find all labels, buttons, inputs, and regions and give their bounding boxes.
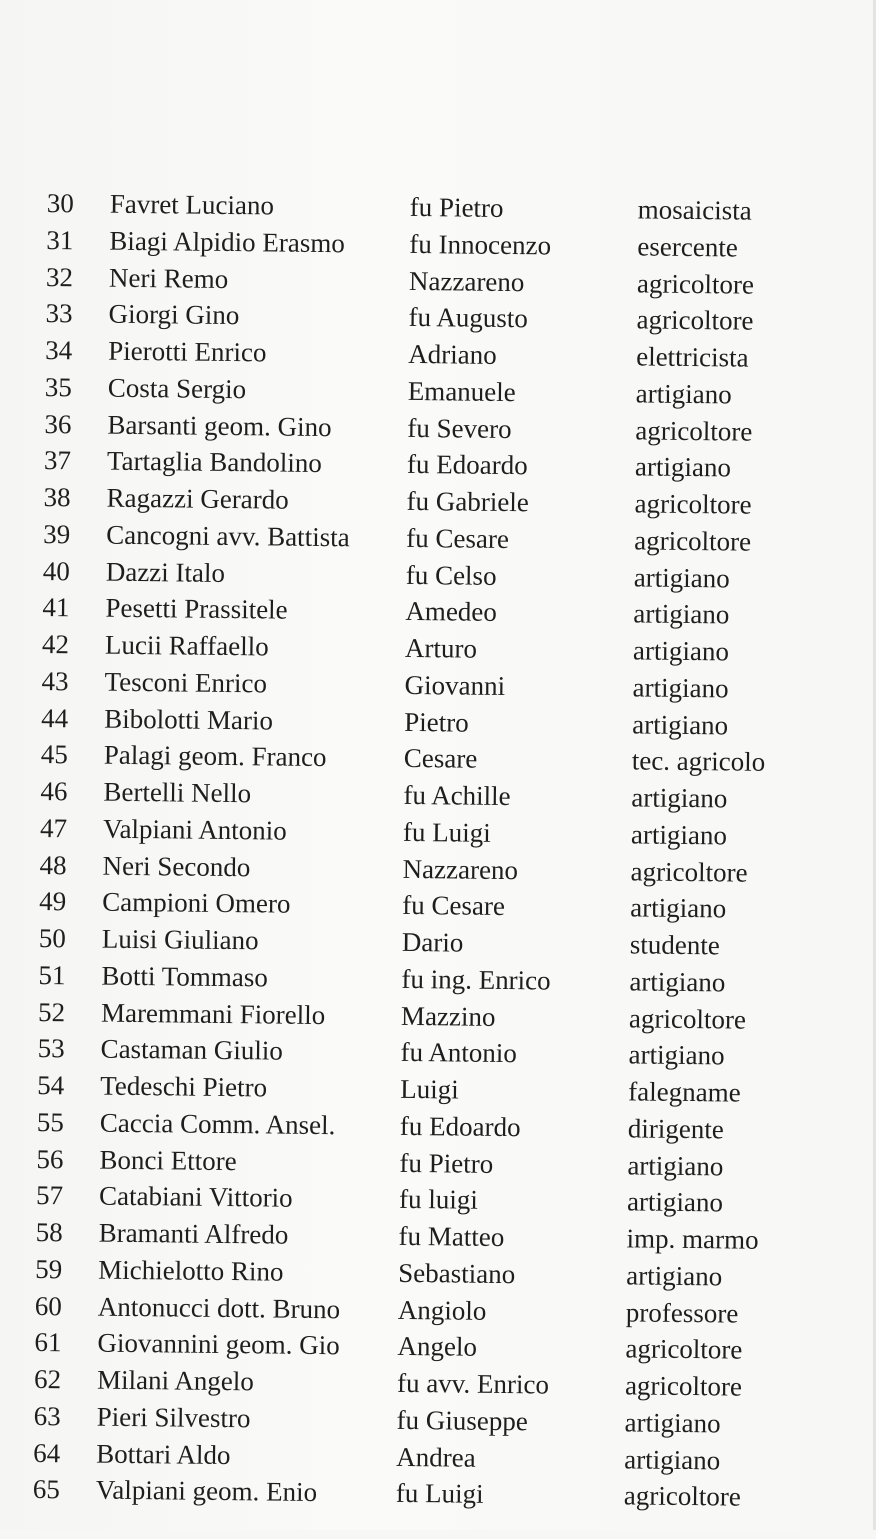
member-name: Valpiani geom. Enio (95, 1474, 318, 1508)
occupation: imp. marmo (626, 1223, 759, 1255)
father-name: Andrea (396, 1441, 476, 1473)
father-name: Nazzareno (408, 265, 525, 297)
row-number: 43 (41, 665, 69, 697)
occupation: agricoltore (625, 1333, 743, 1365)
member-name: Campioni Omero (102, 886, 291, 919)
row-number: 45 (40, 739, 69, 770)
row-number: 55 (36, 1106, 65, 1137)
member-name: Tesconi Enrico (104, 666, 268, 699)
father-name: Pietro (404, 706, 469, 738)
occupation: artigiano (633, 598, 730, 630)
occupation: professore (625, 1296, 739, 1329)
father-name: Amedeo (405, 596, 498, 628)
row-number: 46 (40, 775, 68, 807)
row-number: 62 (33, 1363, 62, 1395)
occupation: agricoltore (634, 488, 752, 520)
occupation: agricoltore (630, 855, 748, 888)
father-name: fu Edoardo (399, 1110, 521, 1142)
member-name: Barsanti geom. Gino (107, 409, 332, 442)
father-name: Arturo (404, 632, 478, 664)
member-name: Botti Tommaso (101, 960, 268, 993)
father-name: fu Edoardo (406, 449, 528, 481)
member-name: Caccia Comm. Ansel. (99, 1107, 336, 1140)
occupation: artigiano (632, 635, 730, 667)
father-name: fu Luigi (395, 1478, 484, 1510)
row-number: 58 (35, 1216, 63, 1248)
occupation: studente (629, 929, 720, 961)
member-name: Giovannini geom. Gio (97, 1327, 340, 1361)
occupation: artigiano (630, 819, 728, 851)
row-number: 51 (38, 959, 66, 990)
father-name: fu Innocenzo (409, 228, 552, 261)
occupation: artigiano (632, 672, 729, 704)
member-name: Bottari Aldo (96, 1438, 231, 1470)
member-name: Bramanti Alfredo (98, 1217, 289, 1250)
row-number: 38 (43, 481, 71, 513)
occupation: artigiano (626, 1260, 723, 1292)
member-name: Michielotto Rino (98, 1254, 284, 1287)
member-name: Valpiani Antonio (102, 813, 287, 846)
row-number: 56 (36, 1143, 64, 1174)
father-name: fu Pietro (409, 191, 504, 223)
occupation: artigiano (627, 1149, 724, 1181)
member-name: Biagi Alpidio Erasmo (109, 225, 346, 258)
occupation: mosaicista (637, 194, 752, 226)
member-name: Milani Angelo (96, 1364, 254, 1397)
occupation: esercente (637, 231, 738, 263)
occupation: artigiano (633, 561, 730, 593)
row-number: 59 (35, 1253, 63, 1284)
row-number: 44 (41, 702, 69, 733)
row-number: 39 (43, 518, 71, 550)
row-number: 65 (32, 1474, 61, 1505)
occupation: agricoltore (635, 414, 753, 447)
occupation: agricoltore (623, 1480, 741, 1512)
row-number: 61 (34, 1327, 62, 1358)
row-number: 54 (37, 1069, 65, 1101)
row-number: 34 (45, 334, 73, 366)
occupation: tec. agricolo (631, 745, 766, 778)
member-name: Tedeschi Pietro (100, 1070, 268, 1103)
member-name: Antonucci dott. Bruno (97, 1291, 341, 1324)
member-name: Dazzi Italo (105, 556, 226, 588)
row-number: 53 (37, 1033, 65, 1064)
occupation: artigiano (624, 1443, 721, 1475)
member-name: Luisi Giuliano (101, 923, 259, 956)
member-name: Neri Remo (108, 262, 229, 294)
father-name: fu Celso (405, 559, 497, 591)
occupation: artigiano (624, 1407, 721, 1439)
member-name: Castaman Giulio (100, 1033, 284, 1066)
father-name: fu Augusto (408, 302, 529, 334)
occupation: agricoltore (628, 1002, 747, 1035)
member-name: Ragazzi Gerardo (106, 482, 289, 515)
occupation: agricoltore (636, 304, 754, 336)
occupation: artigiano (635, 378, 732, 410)
occupation: artigiano (634, 451, 732, 483)
occupation: artigiano (626, 1186, 724, 1218)
member-name: Lucii Raffaello (104, 629, 269, 662)
row-number: 47 (39, 812, 68, 844)
father-name: Nazzareno (402, 853, 519, 885)
occupation: artigiano (632, 708, 729, 740)
father-name: fu ing. Enrico (401, 963, 551, 996)
member-name: Bonci Ettore (99, 1144, 237, 1176)
father-name: Angelo (397, 1331, 478, 1362)
father-name: Adriano (408, 338, 497, 370)
row-number: 37 (43, 445, 72, 476)
father-name: fu Matteo (398, 1220, 505, 1253)
member-name: Cancogni avv. Battista (106, 519, 350, 553)
father-name: fu Cesare (402, 890, 506, 922)
occupation: agricoltore (636, 267, 755, 300)
row-number: 57 (35, 1180, 64, 1211)
row-number: 33 (45, 298, 73, 329)
father-name: Luigi (400, 1073, 459, 1105)
father-name: fu Severo (407, 412, 512, 444)
row-number: 35 (44, 371, 72, 403)
row-number: 52 (37, 996, 66, 1027)
father-name: Sebastiano (398, 1257, 516, 1289)
occupation: falegname (628, 1076, 741, 1108)
father-name: Angiolo (397, 1294, 487, 1326)
father-name: fu Achille (403, 779, 511, 812)
member-name: Bibolotti Mario (104, 703, 274, 735)
member-name: Catabiani Vittorio (98, 1180, 293, 1213)
member-name: Bertelli Nello (103, 776, 252, 809)
member-name: Pesetti Prassitele (105, 592, 288, 625)
father-name: Emanuele (407, 375, 516, 407)
father-name: fu Giuseppe (396, 1404, 529, 1437)
row-number: 36 (44, 408, 72, 439)
row-number: 48 (39, 849, 67, 880)
occupation: agricoltore (624, 1370, 743, 1402)
member-name: Giorgi Gino (108, 298, 240, 331)
father-name: fu Gabriele (406, 485, 529, 518)
member-name: Maremmani Fiorello (100, 997, 326, 1030)
row-number: 42 (41, 628, 70, 660)
row-number: 40 (42, 555, 70, 586)
father-name: Cesare (403, 743, 478, 774)
row-number: 50 (38, 922, 67, 954)
member-name: Favret Luciano (109, 188, 275, 221)
father-name: Giovanni (404, 669, 506, 701)
father-name: fu Cesare (406, 522, 510, 554)
row-number: 31 (46, 224, 74, 256)
father-name: fu luigi (398, 1184, 478, 1215)
member-name: Palagi geom. Franco (103, 739, 327, 773)
occupation: agricoltore (634, 525, 752, 557)
occupation: elettricista (636, 341, 749, 373)
father-name: fu Pietro (399, 1147, 494, 1179)
occupation: artigiano (631, 782, 728, 814)
row-number: 60 (34, 1290, 63, 1321)
father-name: Mazzino (400, 1000, 496, 1032)
father-name: Dario (401, 926, 464, 958)
row-number: 63 (33, 1400, 61, 1431)
row-number: 30 (46, 187, 74, 219)
father-name: fu avv. Enrico (396, 1367, 550, 1400)
occupation: artigiano (630, 892, 727, 924)
row-number: 49 (39, 886, 67, 917)
occupation: artigiano (629, 966, 726, 998)
member-name: Tartaglia Bandolino (106, 445, 322, 479)
occupation: artigiano (628, 1039, 725, 1071)
row-number: 64 (33, 1437, 61, 1468)
father-name: fu Luigi (402, 816, 491, 848)
member-name: Neri Secondo (102, 850, 251, 882)
member-name: Costa Sergio (107, 372, 247, 404)
occupation: dirigente (627, 1113, 724, 1145)
father-name: fu Antonio (400, 1037, 518, 1069)
member-name: Pieri Silvestro (96, 1401, 251, 1434)
row-number: 41 (42, 592, 70, 623)
row-number: 32 (45, 261, 74, 292)
member-name: Pierotti Enrico (108, 335, 267, 368)
